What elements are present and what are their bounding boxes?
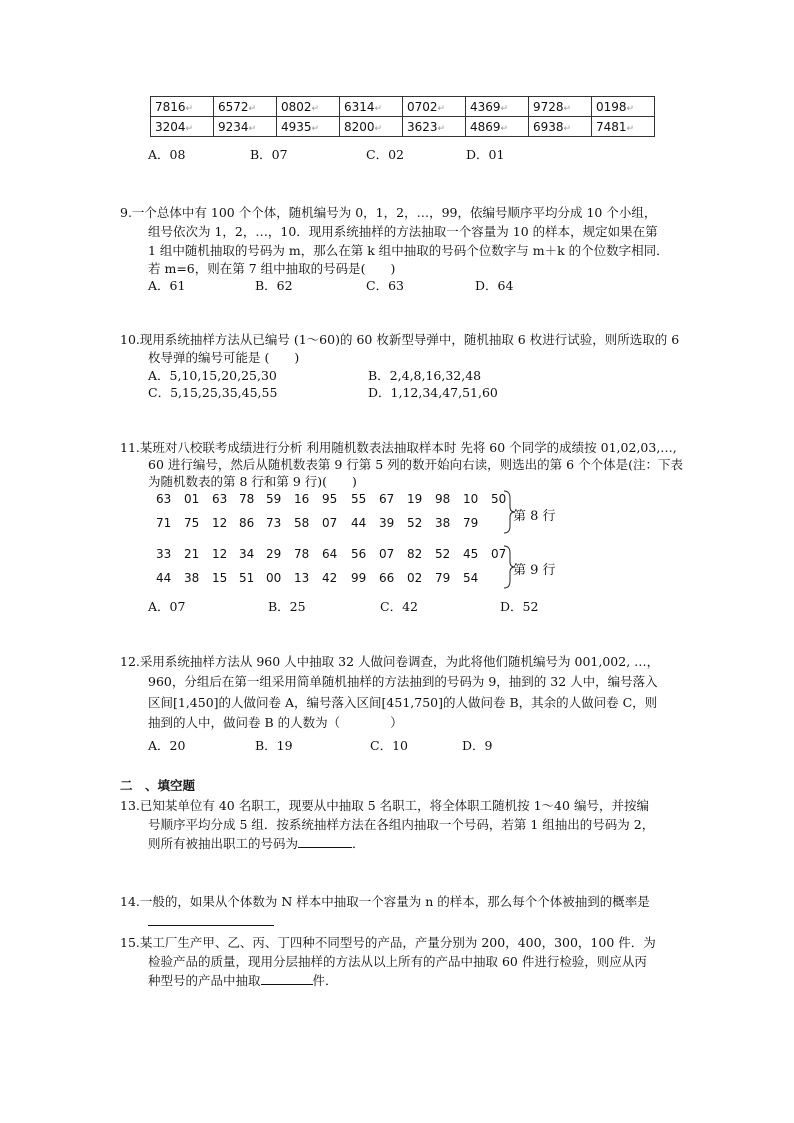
digit: 16 (294, 492, 310, 506)
digit: 78 (239, 492, 255, 506)
question-text: 若 m=6，则在第 7 组中抽取的号码是( ) (148, 261, 396, 276)
table-cell: 4869↵ (466, 117, 529, 137)
digit: 07 (379, 547, 395, 561)
row-label: 第 9 行 (513, 563, 556, 578)
digit: 10 (463, 492, 479, 506)
answer-blank[interactable] (298, 835, 352, 848)
question-text (148, 971, 338, 989)
digit: 44 (351, 516, 367, 530)
question-text-part: 则所有被抽出职工的号码为 (148, 836, 299, 851)
digit: 07 (491, 547, 507, 561)
table-cell: 6572↵ (214, 97, 277, 117)
digit: 79 (463, 516, 479, 530)
digit: 99 (351, 571, 367, 585)
question-text: 枚导弹的编号可能是 ( ) (148, 350, 300, 365)
digit: 82 (407, 547, 423, 561)
digit: 19 (407, 492, 423, 506)
question-text: 区间[1,450]的人做问卷 A，编号落入区间[451,750]的人做问卷 B，其余的人做问卷 C，则 (148, 695, 658, 710)
question-text: 15.某工厂生产甲、乙、丙、丁四种不同型号的产品，产量分别为 200，400，300，100 件．为 (120, 935, 656, 950)
digit: 67 (379, 492, 395, 506)
digit: 39 (379, 516, 395, 530)
table-cell: 4369↵ (466, 97, 529, 117)
digit: 95 (322, 492, 338, 506)
table-row (151, 97, 655, 117)
digit: 52 (435, 547, 451, 561)
table-cell: 8200↵ (340, 117, 403, 137)
digit: 51 (239, 571, 255, 585)
digit: 54 (463, 571, 479, 585)
question-text-part: 种型号的产品中抽取 (148, 973, 261, 988)
option-a: A．08 (148, 147, 186, 162)
table-cell: 0198↵ (592, 97, 655, 117)
digit: 78 (294, 547, 310, 561)
digit: 66 (379, 571, 395, 585)
question-text: 960，分组后在第一组采用简单随机抽样的方法抽到的号码为 9，抽到的 32 人中，编号落入 (148, 674, 658, 689)
digit: 73 (266, 516, 282, 530)
digit: 86 (239, 516, 255, 530)
option-d: D．64 (475, 278, 514, 293)
question-text: 抽到的人中，做问卷 B 的人数为（ ） (148, 715, 403, 730)
digit: 33 (156, 547, 172, 561)
digit: 63 (212, 492, 228, 506)
digit: 59 (266, 492, 282, 506)
digit: 79 (435, 571, 451, 585)
digit: 07 (322, 516, 338, 530)
table-cell: 4935↵ (277, 117, 340, 137)
option-a: A．07 (148, 599, 186, 614)
option-d: D．1,12,34,47,51,60 (368, 385, 498, 400)
question-text: 组号依次为 1，2，…，10．现用系统抽样的方法抽取一个容量为 10 的样本，规定如果在第 (148, 224, 658, 239)
option-c: C．42 (380, 599, 418, 614)
option-b: B．2,4,8,16,32,48 (368, 368, 482, 383)
digit: 12 (212, 547, 228, 561)
digit: 01 (184, 492, 200, 506)
digit: 44 (156, 571, 172, 585)
question-text: 13.已知某单位有 40 名职工，现要从中抽取 5 名职工，将全体职工随机按 1～40 编号，并按编 (120, 798, 649, 813)
option-c: C．63 (366, 278, 404, 293)
digit: 00 (266, 571, 282, 585)
question-text: 检验产品的质量，现用分层抽样的方法从以上所有的产品中抽取 60 件进行检验，则应从丙 (148, 954, 647, 969)
question-text: 12.采用系统抽样方法从 960 人中抽取 32 人做问卷调查，为此将他们随机编号为 001,002, …， (120, 654, 660, 669)
table-cell: 6314↵ (340, 97, 403, 117)
question-text (148, 834, 365, 852)
option-d: D．9 (462, 738, 493, 753)
digit: 71 (156, 516, 172, 530)
question-text: 10.现用系统抽样方法从已编号 (1～60)的 60 枚新型导弹中，随机抽取 6 枚进行试验，则所选取的 6 (120, 332, 680, 347)
row-label: 第 8 行 (513, 509, 556, 524)
question-text-end: ． (352, 836, 365, 851)
table-cell: 0802↵ (277, 97, 340, 117)
digit: 21 (184, 547, 200, 561)
answer-blank[interactable] (261, 972, 313, 985)
digit: 29 (266, 547, 282, 561)
option-b: B．19 (255, 738, 293, 753)
option-c: C．5,15,25,35,45,55 (148, 385, 278, 400)
table-cell: 7816↵ (151, 97, 214, 117)
option-b: B．62 (255, 278, 293, 293)
question-text: 为随机数表的第 8 行和第 9 行)( ) (148, 474, 357, 489)
option-a: A．61 (148, 278, 186, 293)
digit: 56 (351, 547, 367, 561)
option-d: D．01 (466, 147, 505, 162)
section-heading: 二 、填空题 (120, 778, 196, 793)
option-b: B．25 (268, 599, 306, 614)
question-text: 9.一个总体中有 100 个个体，随机编号为 0，1，2，…，99，依编号顺序平均分成 10 个小组， (120, 205, 657, 220)
digit: 52 (407, 516, 423, 530)
option-a: A．5,10,15,20,25,30 (148, 368, 277, 383)
option-d: D．52 (500, 599, 539, 614)
table-cell: 9728↵ (529, 97, 592, 117)
digit: 50 (491, 492, 507, 506)
question-text: 60 进行编号，然后从随机数表第 9 行第 5 列的数开始向右读，则选出的第 6 个个体是(注：下表 (148, 457, 683, 472)
digit: 13 (294, 571, 310, 585)
table-row (151, 117, 655, 137)
digit: 45 (463, 547, 479, 561)
table-cell: 0702↵ (403, 97, 466, 117)
option-a: A．20 (148, 738, 186, 753)
digit: 98 (435, 492, 451, 506)
digit: 63 (156, 492, 172, 506)
table-cell: 7481↵ (592, 117, 655, 137)
digit: 15 (212, 571, 228, 585)
answer-blank[interactable] (148, 911, 274, 926)
digit: 34 (239, 547, 255, 561)
option-c: C．02 (366, 147, 404, 162)
digit: 12 (212, 516, 228, 530)
digit: 64 (322, 547, 338, 561)
question-text: 11.某班对八校联考成绩进行分析 利用随机数表法抽取样本时 先将 60 个同学的成绩按 01,02,03,…, (120, 440, 677, 455)
digit: 58 (294, 516, 310, 530)
digit: 42 (322, 571, 338, 585)
table-cell: 3623↵ (403, 117, 466, 137)
digit: 02 (407, 571, 423, 585)
question-text: 14.一般的，如果从个体数为 N 样本中抽取一个容量为 n 的样本，那么每个个体被抽到的概率是 (120, 894, 650, 909)
random-number-table (150, 96, 655, 137)
question-text: 1 组中随机抽取的号码为 m，那么在第 k 组中抽取的号码个位数字与 m＋k 的个位数字相同． (148, 243, 669, 258)
question-text-end: 件． (312, 973, 338, 988)
table-cell: 6938↵ (529, 117, 592, 137)
table-cell: 3204↵ (151, 117, 214, 137)
option-c: C．10 (370, 738, 408, 753)
digit: 55 (351, 492, 367, 506)
question-text: 号顺序平均分成 5 组．按系统抽样方法在各组内抽取一个号码，若第 1 组抽出的号码为 2， (148, 817, 655, 832)
digit: 38 (435, 516, 451, 530)
table-cell: 9234↵ (214, 117, 277, 137)
option-b: B．07 (250, 147, 288, 162)
digit: 75 (184, 516, 200, 530)
digit: 38 (184, 571, 200, 585)
